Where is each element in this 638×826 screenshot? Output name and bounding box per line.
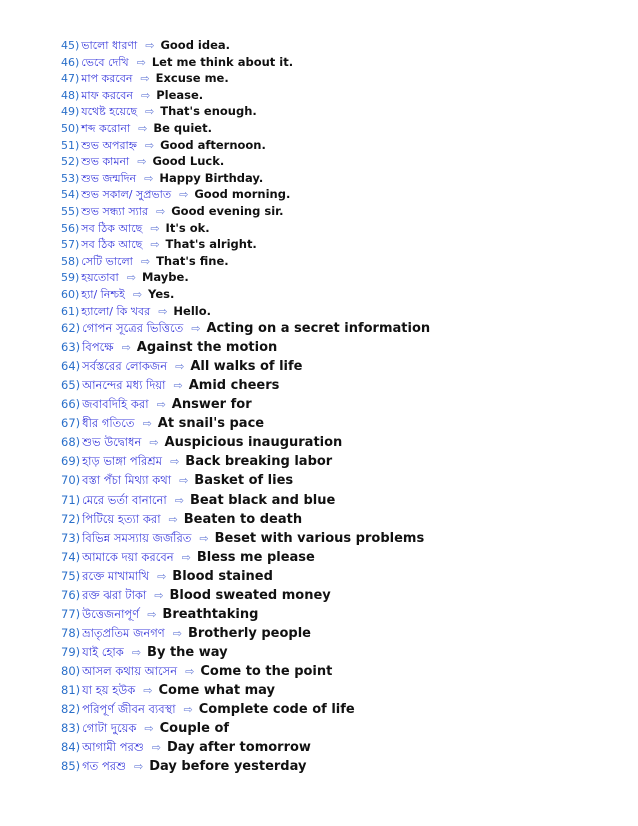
english-phrase: Bless me please: [196, 549, 315, 565]
english-phrase: Yes.: [148, 287, 175, 301]
item-number: 74): [61, 549, 81, 564]
bengali-phrase: আনন্দের মধ্য দিয়া: [82, 378, 166, 393]
english-phrase: That's fine.: [156, 253, 229, 268]
bengali-phrase: ভেবে দেখি: [81, 55, 129, 69]
item-number: 64): [61, 359, 81, 374]
item-number: 56): [61, 221, 80, 235]
english-phrase: By the way: [147, 644, 228, 660]
list-item: [61, 87, 204, 102]
bengali-phrase: জবাবদিহি করা: [82, 397, 149, 412]
bengali-phrase: হ্যালো/ কি খবর: [81, 304, 151, 318]
item-number: 65): [61, 378, 81, 393]
item-number: 54): [61, 188, 80, 202]
list-item: [61, 272, 189, 284]
list-item: [61, 341, 277, 354]
list-item: [61, 608, 258, 621]
bengali-phrase: পিটিয়ে হত্যা করা: [82, 511, 161, 526]
english-phrase: Brotherly people: [187, 625, 311, 641]
english-phrase: That's enough.: [160, 104, 257, 119]
item-number: 53): [61, 171, 80, 185]
item-number: 62): [61, 321, 81, 335]
list-item: [61, 73, 229, 85]
right-arrow-icon: ⇨: [174, 493, 184, 507]
right-arrow-icon: ⇨: [140, 254, 151, 268]
item-number: 83): [61, 721, 81, 735]
bengali-phrase: ভালো ধারণা: [81, 39, 138, 52]
item-number: 76): [61, 587, 81, 602]
right-arrow-icon: ⇨: [136, 55, 146, 69]
right-arrow-icon: ⇨: [138, 122, 148, 135]
item-number: 69): [61, 454, 81, 469]
right-arrow-icon: ⇨: [172, 626, 182, 640]
right-arrow-icon: ⇨: [144, 722, 154, 735]
list-item: [61, 289, 174, 301]
english-phrase: Good morning.: [194, 187, 291, 202]
list-item: [61, 360, 302, 373]
english-phrase: Auspicious inauguration: [164, 435, 343, 451]
item-number: 58): [61, 254, 80, 268]
english-phrase: At snail's pace: [157, 416, 265, 432]
bengali-phrase: পরিপূর্ণ জীবন ব্যবস্থা: [82, 702, 176, 716]
item-number: 61): [61, 304, 80, 318]
bengali-phrase: রক্তে মাখামাখি: [82, 568, 150, 583]
item-number: 47): [61, 72, 80, 86]
bengali-phrase: সব ঠিক আছে: [81, 221, 143, 235]
bengali-phrase: শুভ অপরাহ্ন: [81, 138, 137, 152]
list-item: [61, 206, 284, 218]
item-number: 80): [61, 663, 81, 678]
right-arrow-icon: ⇨: [132, 288, 143, 301]
right-arrow-icon: ⇨: [181, 550, 191, 564]
bengali-phrase: গোপন সূত্রের ভিত্তিতে: [82, 321, 184, 335]
list-item: [61, 123, 212, 135]
list-item: [61, 455, 332, 468]
bengali-phrase: উত্তেজনাপূর্ণ: [82, 606, 140, 621]
item-number: 48): [61, 88, 80, 102]
list-item: [61, 532, 424, 545]
item-number: 84): [61, 740, 81, 755]
list-item: [61, 665, 332, 678]
list-item: [61, 589, 331, 602]
item-number: 46): [61, 55, 80, 69]
english-phrase: Acting on a secret information: [206, 321, 431, 336]
english-phrase: Basket of lies: [194, 473, 294, 489]
item-number: 49): [61, 105, 80, 119]
list-item: [61, 156, 224, 168]
list-item: [61, 54, 294, 69]
list-item: [61, 106, 257, 118]
bengali-phrase: হাড় ভাঙ্গা পরিশ্রম: [82, 454, 163, 469]
bengali-phrase: সর্বস্তরের লোকজন: [82, 359, 168, 374]
list-item: [61, 137, 266, 152]
bengali-phrase: বিপক্ষে: [82, 340, 114, 355]
item-number: 79): [61, 644, 81, 659]
bengali-phrase: যাই হোক: [82, 644, 124, 659]
english-phrase: Day before yesterday: [149, 759, 307, 775]
list-item: [61, 239, 257, 251]
list-item: [61, 40, 230, 52]
english-phrase: Happy Birthday.: [159, 170, 264, 185]
list-item: [61, 741, 311, 754]
bengali-phrase: শব্দ করোনা: [81, 122, 131, 135]
right-arrow-icon: ⇨: [175, 360, 185, 374]
bengali-phrase: ভ্রাতৃপ্রতিম জনগণ: [82, 625, 165, 640]
english-phrase: Couple of: [159, 721, 230, 736]
bengali-phrase: হ্যা/ নিশ্চই: [81, 288, 125, 301]
list-item: [61, 494, 335, 507]
list-item: [61, 322, 430, 335]
list-item: [61, 170, 264, 185]
list-item: [61, 398, 252, 411]
item-number: 45): [61, 39, 80, 52]
bengali-phrase: মাপ করবেন: [81, 72, 133, 86]
english-phrase: Please.: [156, 87, 204, 102]
list-item: [61, 379, 279, 392]
right-arrow-icon: ⇨: [126, 271, 136, 285]
bengali-phrase: গত পরশু: [82, 759, 126, 774]
item-number: 75): [61, 568, 81, 583]
list-item: [61, 303, 211, 318]
list-item: [61, 627, 311, 640]
english-phrase: That's alright.: [165, 237, 257, 252]
item-number: 77): [61, 606, 81, 621]
item-number: 63): [61, 340, 81, 355]
item-number: 70): [61, 473, 81, 488]
english-phrase: Answer for: [171, 397, 252, 413]
bengali-phrase: রক্ত ঝরা টাকা: [82, 587, 147, 602]
bengali-phrase: মেরে ভর্তা বানানো: [82, 492, 167, 507]
bengali-phrase: গোটা দুয়েক: [82, 721, 137, 735]
english-phrase: Beat black and blue: [189, 492, 336, 508]
bengali-phrase: ধীর গতিতে: [82, 416, 135, 431]
bengali-phrase: সেটি ভালো: [81, 254, 133, 268]
right-arrow-icon: ⇨: [121, 341, 131, 355]
english-phrase: Come to the point: [200, 663, 333, 679]
list-item: [61, 551, 315, 564]
right-arrow-icon: ⇨: [173, 379, 183, 393]
list-item: [61, 220, 210, 235]
right-arrow-icon: ⇨: [199, 531, 209, 545]
list-item: [61, 570, 273, 583]
bengali-phrase: সব ঠিক আছে: [81, 238, 143, 252]
english-phrase: Come what may: [158, 683, 276, 698]
right-arrow-icon: ⇨: [140, 72, 150, 86]
bengali-phrase: শুভ সকাল/ সুপ্রভাত: [81, 188, 172, 202]
item-number: 71): [61, 492, 81, 507]
english-phrase: Blood sweated money: [169, 587, 331, 603]
item-number: 85): [61, 759, 81, 774]
item-number: 73): [61, 530, 81, 545]
english-phrase: Breathtaking: [162, 606, 259, 622]
english-phrase: Let me think about it.: [151, 54, 294, 69]
english-phrase: Day after tomorrow: [167, 740, 311, 756]
english-phrase: Excuse me.: [155, 71, 229, 86]
bengali-phrase: মাফ করবেন: [81, 88, 133, 102]
english-phrase: Be quiet.: [153, 121, 212, 135]
english-phrase: Amid cheers: [188, 378, 280, 394]
list-item: [61, 722, 229, 735]
english-phrase: All walks of life: [190, 359, 303, 375]
right-arrow-icon: ⇨: [157, 569, 167, 583]
right-arrow-icon: ⇨: [142, 417, 152, 431]
item-number: 67): [61, 416, 81, 431]
bengali-phrase: যা হয় হউক: [82, 683, 136, 697]
bengali-phrase: শুভ সন্ধ্যা স্যার: [81, 205, 149, 218]
right-arrow-icon: ⇨: [179, 474, 189, 488]
item-number: 60): [61, 288, 80, 301]
list-item: [61, 474, 293, 487]
bengali-phrase: আসল কথায় আসেন: [82, 663, 178, 678]
english-phrase: Good afternoon.: [160, 137, 266, 152]
english-phrase: Good idea.: [160, 38, 231, 52]
english-phrase: Beaten to death: [183, 511, 303, 527]
right-arrow-icon: ⇨: [143, 684, 153, 697]
item-number: 55): [61, 205, 80, 218]
right-arrow-icon: ⇨: [156, 205, 166, 218]
list-item: [61, 189, 290, 201]
item-number: 52): [61, 155, 80, 169]
list-item: [61, 417, 264, 430]
right-arrow-icon: ⇨: [133, 760, 144, 774]
english-phrase: Beset with various problems: [214, 530, 425, 546]
right-arrow-icon: ⇨: [150, 238, 160, 252]
item-number: 59): [61, 271, 80, 285]
list-item: [61, 684, 275, 697]
item-number: 72): [61, 511, 81, 526]
bengali-phrase: হয়তোবা: [81, 271, 119, 285]
bengali-phrase: শুভ কামনা: [81, 155, 130, 169]
list-item: [61, 253, 229, 268]
english-phrase: Good Luck.: [152, 154, 225, 169]
english-phrase: Against the motion: [136, 340, 278, 356]
right-arrow-icon: ⇨: [141, 88, 151, 102]
right-arrow-icon: ⇨: [131, 645, 142, 659]
right-arrow-icon: ⇨: [144, 171, 154, 185]
item-number: 68): [61, 435, 81, 450]
list-item: [61, 646, 228, 659]
right-arrow-icon: ⇨: [137, 155, 147, 169]
list-item: [61, 760, 306, 773]
english-phrase: Complete code of life: [198, 702, 355, 717]
list-item: [61, 703, 355, 716]
bengali-phrase: যথেষ্ট হয়েছে: [81, 105, 138, 119]
right-arrow-icon: ⇨: [154, 588, 164, 602]
item-number: 50): [61, 122, 80, 135]
right-arrow-icon: ⇨: [145, 39, 155, 52]
right-arrow-icon: ⇨: [170, 455, 180, 469]
bengali-phrase: বিভিন্ন সমস্যায় জর্জরিত: [82, 530, 192, 545]
bengali-phrase: শুভ জন্মদিন: [81, 171, 137, 185]
item-number: 78): [61, 625, 81, 640]
item-number: 57): [61, 238, 80, 252]
bengali-phrase: আমাকে দয়া করবেন: [82, 549, 174, 564]
right-arrow-icon: ⇨: [156, 398, 166, 412]
bengali-phrase: বস্তা পঁচা মিথ্যা কথা: [82, 473, 172, 488]
right-arrow-icon: ⇨: [144, 138, 155, 152]
right-arrow-icon: ⇨: [149, 436, 159, 450]
right-arrow-icon: ⇨: [191, 322, 201, 335]
item-number: 66): [61, 397, 81, 412]
english-phrase: It's ok.: [165, 220, 210, 235]
english-phrase: Hello.: [173, 303, 211, 318]
right-arrow-icon: ⇨: [183, 703, 193, 716]
item-number: 51): [61, 138, 80, 152]
list-item: [61, 513, 302, 526]
right-arrow-icon: ⇨: [147, 607, 157, 621]
right-arrow-icon: ⇨: [158, 304, 168, 318]
bengali-phrase: আগামী পরশু: [82, 740, 144, 755]
list-item: [61, 436, 342, 449]
right-arrow-icon: ⇨: [145, 105, 155, 119]
english-phrase: Maybe.: [141, 270, 189, 285]
bengali-phrase: শুভ উদ্বোধন: [82, 435, 142, 450]
english-phrase: Good evening sir.: [171, 204, 284, 218]
english-phrase: Blood stained: [172, 568, 273, 584]
right-arrow-icon: ⇨: [179, 188, 189, 202]
right-arrow-icon: ⇨: [185, 664, 195, 678]
right-arrow-icon: ⇨: [150, 221, 160, 235]
item-number: 82): [61, 702, 81, 716]
english-phrase: Back breaking labor: [185, 454, 333, 470]
item-number: 81): [61, 683, 81, 697]
right-arrow-icon: ⇨: [168, 512, 178, 526]
right-arrow-icon: ⇨: [151, 741, 161, 755]
